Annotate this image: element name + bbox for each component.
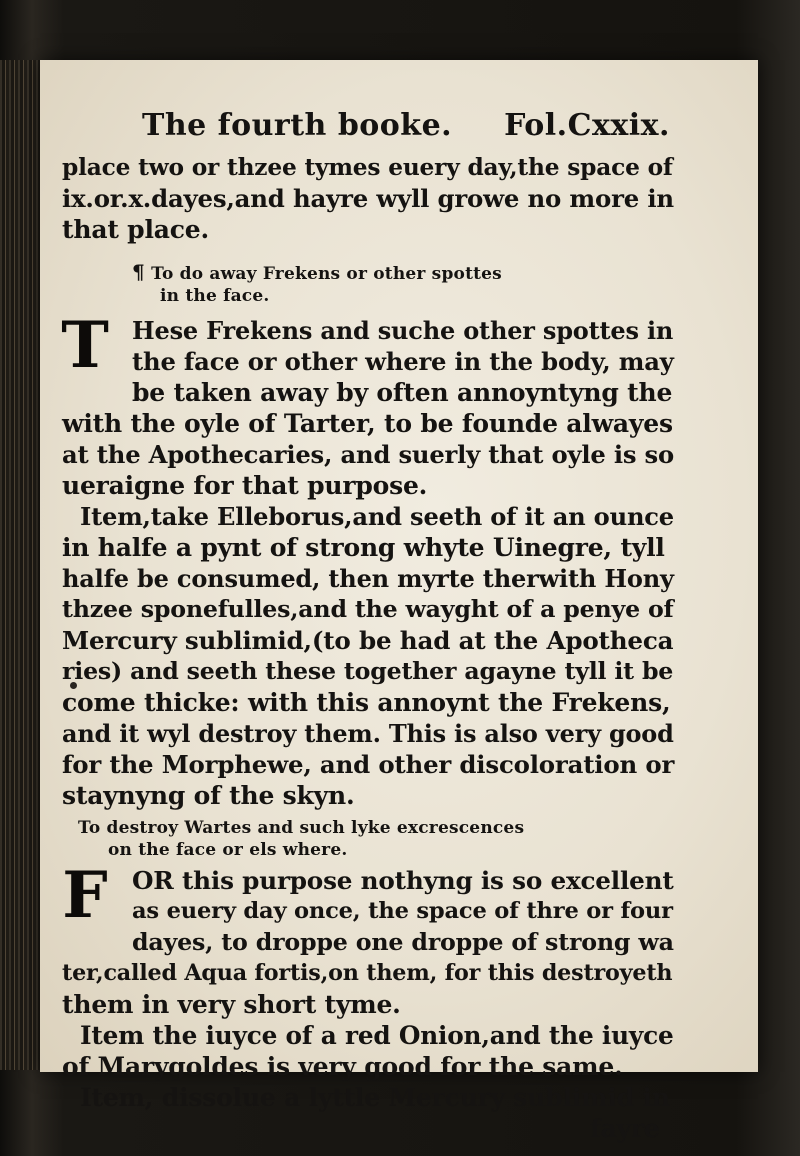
running-title: The fourth booke. [142,108,453,143]
text-line: halfe be consumed, then myrte therwith Hony [62,564,674,593]
text-line: place two or thzee tymes euery day,the space of [62,154,673,181]
rubric-line [132,261,674,285]
dropcap-letter: F [62,858,108,933]
text-line: ueraigne for that purpose. [62,471,428,500]
text-line: Hese Frekens and suche other spottes in [132,316,674,345]
dropcap-letter: T [61,308,109,383]
running-head [142,108,670,152]
text-line: dayes, to droppe one droppe of strong wa [132,928,674,956]
section-wartes [62,858,674,1144]
text-line: them in very short tyme. [62,990,401,1019]
text-line: the face or other where in the body, may [132,347,674,376]
folio-number: Fol.Cxxix. [504,108,670,143]
catchword: fayre [590,1114,660,1143]
text-line: staynyng of the skyn. [62,781,355,810]
text-line: come thicke: with this annoynt the Frekens, [62,688,671,717]
text-line: at the Apothecaries, and suerly that oyle is so [62,440,674,469]
text-line: in halfe a pynt of strong whyte Uinegre, tyll [62,533,665,562]
rubric-frekens [62,261,674,307]
pilcrow-icon: ¶ [132,260,145,284]
rubric-wartes [62,817,674,861]
text-line: be taken away by often annoyntyng the [132,378,673,407]
text-line: ter,called Aqua fortis,on them, for this destroyeth [62,960,673,986]
rubric-line: To destroy Wartes and such lyke excrescences [78,818,525,838]
text-line: thzee sponefulles,and the wayght of a penye of [62,595,674,623]
section-frekens [61,308,675,811]
text-line: for the Morphewe, and other discoloration or [62,750,675,779]
rubric-line: on the face or els where. [108,840,348,860]
text-line: as euery day once, the space of thre or four [132,898,673,924]
page-text [62,108,674,1144]
book-fore-edge [0,60,44,1070]
paragraph-hair [62,152,674,245]
rubric-text: To do away Frekens or other spottes [151,264,502,284]
text-line: Item,take Elleborus,and seeth of it an ounce [80,502,674,531]
text-line: of Marygoldes is very good for the same. [62,1052,623,1081]
text-line: Item the iuyce of a red Onion,and the iuyce [80,1021,674,1050]
text-line: and it wyl destroy them. This is also very good [62,719,674,748]
text-line: ix.or.x.dayes,and hayre wyll growe no more in [62,184,674,213]
text-line: that place. [62,215,209,244]
text-line: with the oyle of Tarter, to be founde alwayes [62,409,673,438]
text-line: ries) and seeth these together agayne tyll it be [62,657,674,685]
text-line: OR this purpose nothyng is so excellent [132,866,674,895]
text-line: Mercury sublimid,(to be had at the Apotheca [62,626,674,655]
rubric-line: in the face. [160,286,270,306]
text-line: Item, dissolue a lyttle Mercury sublimid in [80,1083,670,1112]
